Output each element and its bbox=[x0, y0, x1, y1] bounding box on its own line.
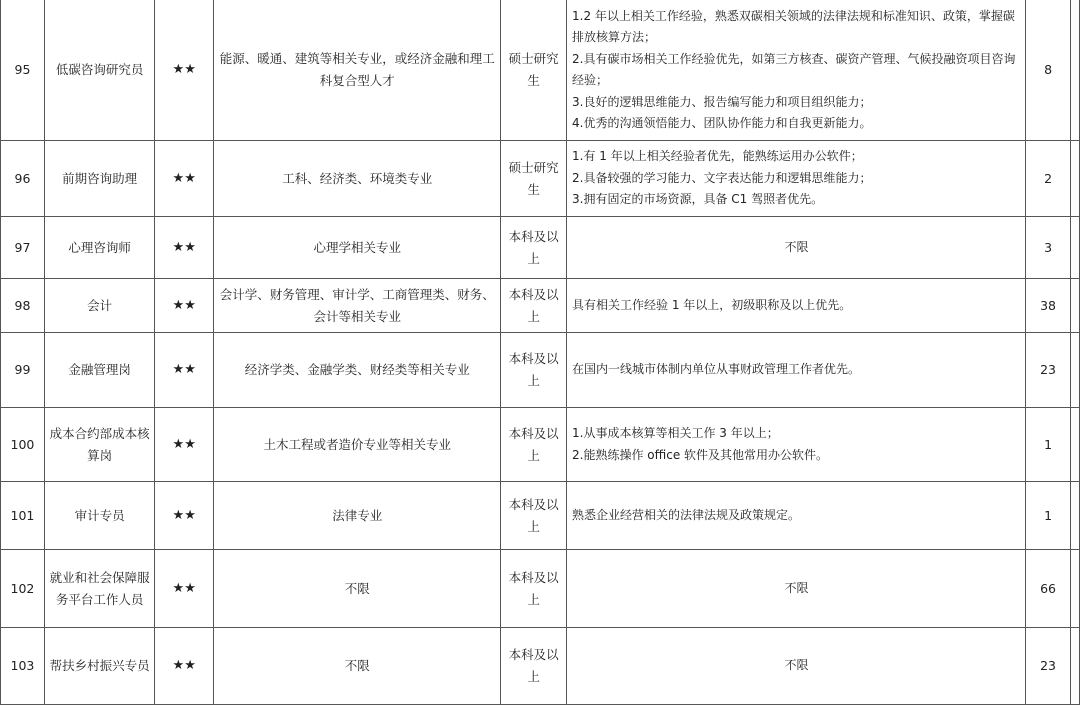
hiring-count: 8 bbox=[1026, 0, 1071, 141]
table-row bbox=[1, 141, 1080, 217]
hiring-count: 1 bbox=[1026, 408, 1071, 482]
position-name: 审计专员 bbox=[44, 482, 154, 550]
education-requirement: 本科及以上 bbox=[501, 628, 567, 705]
row-number: 96 bbox=[1, 141, 45, 217]
job-requirements bbox=[567, 141, 1026, 217]
education-requirement: 硕士研究生 bbox=[501, 0, 567, 141]
education-requirement: 本科及以上 bbox=[501, 550, 567, 628]
job-requirements: 具有相关工作经验 1 年以上，初级职称及以上优先。 bbox=[567, 279, 1026, 333]
edge-cell bbox=[1070, 0, 1079, 141]
row-number: 99 bbox=[1, 333, 45, 408]
education-requirement: 本科及以上 bbox=[501, 482, 567, 550]
major-requirement: 心理学相关专业 bbox=[214, 217, 501, 279]
row-number: 100 bbox=[1, 408, 45, 482]
rating-stars: ★★ bbox=[155, 333, 214, 408]
table-row bbox=[1, 279, 1080, 333]
row-number: 101 bbox=[1, 482, 45, 550]
hiring-count: 1 bbox=[1026, 482, 1071, 550]
hiring-count: 2 bbox=[1026, 141, 1071, 217]
job-requirements bbox=[567, 408, 1026, 482]
major-requirement: 法律专业 bbox=[214, 482, 501, 550]
requirement-line: 2.具备较强的学习能力、文字表达能力和逻辑思维能力； bbox=[572, 170, 872, 185]
requirement-line: 1.2 年以上相关工作经验，熟悉双碳相关领域的法律法规和标准知识、政策，掌握碳排放核算方法； bbox=[572, 8, 1015, 44]
row-number: 103 bbox=[1, 628, 45, 705]
table-row bbox=[1, 482, 1080, 550]
job-requirements: 熟悉企业经营相关的法律法规及政策规定。 bbox=[567, 482, 1026, 550]
rating-stars: ★★ bbox=[155, 279, 214, 333]
hiring-count: 38 bbox=[1026, 279, 1071, 333]
rating-stars: ★★ bbox=[155, 628, 214, 705]
row-number: 95 bbox=[1, 0, 45, 141]
edge-cell bbox=[1070, 628, 1079, 705]
edge-cell bbox=[1070, 408, 1079, 482]
job-requirements: 不限 bbox=[567, 628, 1026, 705]
row-number: 97 bbox=[1, 217, 45, 279]
rating-stars: ★★ bbox=[155, 408, 214, 482]
edge-cell bbox=[1070, 333, 1079, 408]
requirement-line: 3.拥有固定的市场资源，具备 C1 驾照者优先。 bbox=[572, 192, 824, 207]
major-requirement: 经济学类、金融学类、财经类等相关专业 bbox=[214, 333, 501, 408]
major-requirement: 工科、经济类、环境类专业 bbox=[214, 141, 501, 217]
education-requirement: 本科及以上 bbox=[501, 333, 567, 408]
job-requirements: 不限 bbox=[567, 550, 1026, 628]
major-requirement: 能源、暖通、建筑等相关专业，或经济金融和理工科复合型人才 bbox=[214, 0, 501, 141]
rating-stars: ★★ bbox=[155, 0, 214, 141]
education-requirement: 本科及以上 bbox=[501, 408, 567, 482]
major-requirement: 会计学、财务管理、审计学、工商管理类、财务、会计等相关专业 bbox=[214, 279, 501, 333]
hiring-count: 23 bbox=[1026, 628, 1071, 705]
job-requirements: 不限 bbox=[567, 217, 1026, 279]
rating-stars: ★★ bbox=[155, 550, 214, 628]
table-row bbox=[1, 333, 1080, 408]
position-name: 低碳咨询研究员 bbox=[44, 0, 154, 141]
table-row bbox=[1, 0, 1080, 141]
position-name: 成本合约部成本核算岗 bbox=[44, 408, 154, 482]
edge-cell bbox=[1070, 217, 1079, 279]
major-requirement: 不限 bbox=[214, 628, 501, 705]
edge-cell bbox=[1070, 550, 1079, 628]
education-requirement: 本科及以上 bbox=[501, 217, 567, 279]
major-requirement: 不限 bbox=[214, 550, 501, 628]
major-requirement: 土木工程或者造价专业等相关专业 bbox=[214, 408, 501, 482]
hiring-count: 66 bbox=[1026, 550, 1071, 628]
edge-cell bbox=[1070, 482, 1079, 550]
position-name: 帮扶乡村振兴专员 bbox=[44, 628, 154, 705]
table-row bbox=[1, 217, 1080, 279]
hiring-count: 23 bbox=[1026, 333, 1071, 408]
education-requirement: 本科及以上 bbox=[501, 279, 567, 333]
hiring-count: 3 bbox=[1026, 217, 1071, 279]
position-name: 会计 bbox=[44, 279, 154, 333]
table-row bbox=[1, 550, 1080, 628]
position-name: 就业和社会保障服务平台工作人员 bbox=[44, 550, 154, 628]
table-row bbox=[1, 628, 1080, 705]
row-number: 98 bbox=[1, 279, 45, 333]
position-name: 前期咨询助理 bbox=[44, 141, 154, 217]
requirement-line: 4.优秀的沟通领悟能力、团队协作能力和自我更新能力。 bbox=[572, 116, 872, 130]
position-name: 金融管理岗 bbox=[44, 333, 154, 408]
requirement-line: 2.能熟练操作 office 软件及其他常用办公软件。 bbox=[572, 447, 829, 462]
requirement-line: 1.有 1 年以上相关经验者优先，能熟练运用办公软件； bbox=[572, 149, 863, 164]
requirement-line: 2.具有碳市场相关工作经验优先，如第三方核查、碳资产管理、气候投融资项目咨询经验； bbox=[572, 51, 1016, 87]
rating-stars: ★★ bbox=[155, 482, 214, 550]
education-requirement: 硕士研究生 bbox=[501, 141, 567, 217]
job-requirements bbox=[567, 0, 1026, 141]
edge-cell bbox=[1070, 279, 1079, 333]
position-name: 心理咨询师 bbox=[44, 217, 154, 279]
table-row bbox=[1, 408, 1080, 482]
edge-cell bbox=[1070, 141, 1079, 217]
rating-stars: ★★ bbox=[155, 217, 214, 279]
job-requirements: 在国内一线城市体制内单位从事财政管理工作者优先。 bbox=[567, 333, 1026, 408]
requirement-line: 1.从事成本核算等相关工作 3 年以上； bbox=[572, 426, 779, 440]
row-number: 102 bbox=[1, 550, 45, 628]
requirement-line: 3.良好的逻辑思维能力、报告编写能力和项目组织能力； bbox=[572, 94, 872, 109]
rating-stars: ★★ bbox=[155, 141, 214, 217]
